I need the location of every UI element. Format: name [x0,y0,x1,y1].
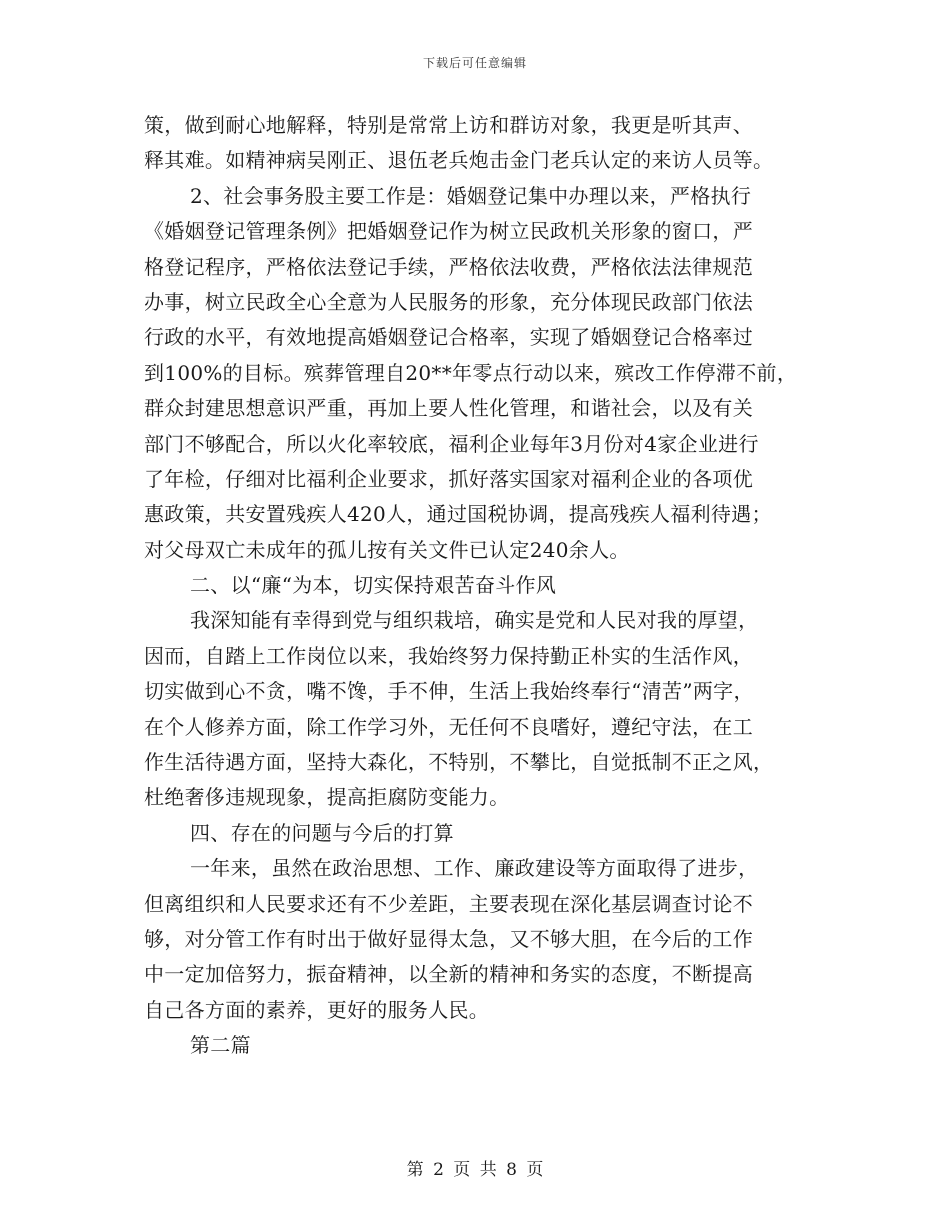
text-line: 杜绝奢侈违规现象，提高拒腐防变能力。 [144,785,510,810]
text-line: 格登记程序，严格依法登记手续，严格依法收费，严格依法法律规范 [144,254,753,279]
text-line: 作生活待遇方面，坚持大森化，不特别，不攀比，自觉抵制不正之风， [144,750,774,775]
section-heading: 二、以“廉“为本，切实保持艰苦奋斗作风 [190,573,557,598]
text-line: 行政的水平，有效地提高婚姻登记合格率，实现了婚姻登记合格率过 [144,325,753,350]
text-line: 部门不够配合，所以火化率较底，福利企业每年3月份对4家企业进行 [144,431,759,456]
text-line: 但离组织和人民要求还有不少差距，主要表现在深化基层调查讨论不 [144,891,753,916]
text-line: 群众封建思想意识严重，再加上要人性化管理，和谐社会，以及有关 [144,396,753,421]
text-line: 办事，树立民政全心全意为人民服务的形象，充分体现民政部门依法 [144,289,753,314]
section-heading: 第二篇 [190,1033,251,1058]
text-line: 因而，自踏上工作岗位以来，我始终努力保持勤正朴实的生活作风， [144,643,753,668]
text-line: 2、社会事务股主要工作是：婚姻登记集中办理以来，严格执行 [190,183,752,208]
text-line: 自己各方面的素养，更好的服务人民。 [144,997,490,1022]
page-header: 下载后可任意编辑 [422,56,527,70]
document-body [144,108,824,1064]
page-number: 第 2 页 共 8 页 [406,1160,544,1180]
text-line: 到100%的目标。殡葬管理自20**年零点行动以来，殡改工作停滞不前， [144,360,798,385]
text-line: 够，对分管工作有时出于做好显得太急，又不够大胆，在今后的工作 [144,926,753,951]
section-heading: 四、存在的问题与今后的打算 [190,820,454,845]
text-line: 对父母双亡未成年的孤儿按有关文件已认定240余人。 [144,537,630,562]
text-line: 切实做到心不贪，嘴不馋，手不伸，生活上我始终奉行“清苦”两字， [144,679,754,704]
text-line: 中一定加倍努力，振奋精神，以全新的精神和务实的态度，不断提高 [144,962,753,987]
text-line: 释其难。如精神病吴刚正、退伍老兵炮击金门老兵认定的来访人员等。 [144,148,774,173]
text-line: 在个人修养方面，除工作学习外，无任何不良嗜好，遵纪守法，在工 [144,714,753,739]
text-line: 我深知能有幸得到党与组织栽培，确实是党和人民对我的厚望， [190,608,759,633]
text-line: 《婚姻登记管理条例》把婚姻登记作为树立民政机关形象的窗口，严 [144,219,753,244]
text-line: 一年来，虽然在政治思想、工作、廉政建设等方面取得了进步， [190,856,759,881]
text-line: 策，做到耐心地解释，特别是常常上访和群访对象，我更是听其声、 [144,113,753,137]
text-line: 了年检，仔细对比福利企业要求，抓好落实国家对福利企业的各项优 [144,466,753,491]
text-line: 惠政策，共安置残疾人420人，通过国税协调，提高残疾人福利待遇； [144,502,772,527]
